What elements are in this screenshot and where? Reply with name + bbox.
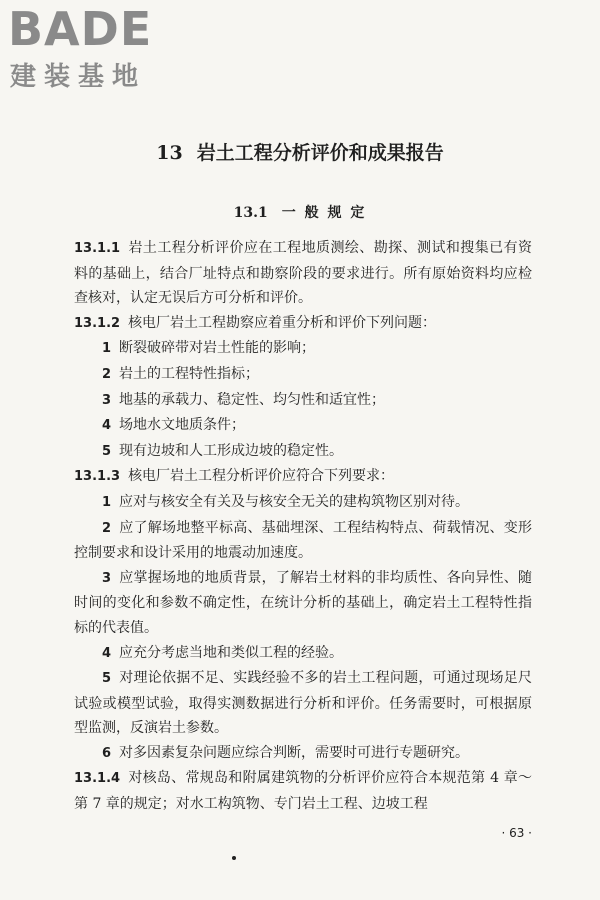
list-item [74,490,532,516]
list-item [74,439,532,465]
item-number: 1 [102,494,112,510]
item-text: 岩土的工程特性指标； [119,365,260,382]
clause-paragraph [74,236,532,311]
item-text: 对理论依据不足、实践经验不多的岩土工程问题，可通过现场足尺试验或模型试验，取得实测数据进行分析和评价。任务需要时，可根据原型监测，反演岩土参数。 [74,670,532,737]
list-item [74,641,532,667]
section-title-text: 一 般 规 定 [281,205,367,221]
clause-number: 13.1.4 [74,771,121,787]
item-number: 5 [102,443,112,459]
item-number: 1 [102,341,112,357]
item-number: 6 [102,745,112,761]
item-text: 场地水文地质条件； [119,417,246,434]
item-number: 4 [102,645,112,661]
item-text: 地基的承载力、稳定性、均匀性和适宜性； [119,391,386,408]
item-text: 应充分考虑当地和类似工程的经验。 [119,644,344,661]
clause-number: 13.1.3 [74,469,121,485]
clause-paragraph [74,311,532,337]
list-item [74,516,532,566]
clause-number: 13.1.2 [74,315,121,331]
list-item [74,566,532,641]
document-body [74,236,532,817]
item-text: 现有边坡和人工形成边坡的稳定性。 [119,442,344,459]
item-number: 4 [102,418,112,434]
clause-paragraph [74,766,532,816]
chapter-title-text: 岩土工程分析评价和成果报告 [196,142,444,164]
list-item [74,413,532,439]
chapter-number: 13 [156,142,183,164]
page-number: · 63 · [501,826,532,840]
item-text: 应掌握场地的地质背景，了解岩土材料的非均质性、各向异性、随时间的变化和参数不确定性，在统计分析的基础上，确定岩土工程特性指标的代表值。 [74,569,532,636]
logo-subtitle: 建装基地 [10,62,147,92]
item-text: 应对与核安全有关及与核安全无关的建构筑物区别对待。 [119,493,470,510]
item-text: 断裂破碎带对岩土性能的影响； [119,340,316,357]
clause-text: 对核岛、常规岛和附属建筑物的分析评价应符合本规范第 4 章～第 7 章的规定；对水工构筑物、专门岩土工程、边坡工程 [74,770,532,813]
item-number: 2 [102,520,112,536]
clause-text: 核电厂岩土工程勘察应着重分析和评价下列问题： [128,314,437,331]
section-number: 13.1 [233,205,268,221]
list-item [74,666,532,741]
item-number: 3 [102,392,112,408]
section-title [0,202,600,222]
chapter-title [0,138,600,165]
list-item [74,362,532,388]
bade-logo [8,2,153,93]
clause-text: 核电厂岩土工程分析评价应符合下列要求： [128,468,395,485]
clause-paragraph [74,464,532,490]
logo-brand: BADE [8,2,153,56]
item-text: 对多因素复杂问题应综合判断，需要时可进行专题研究。 [119,744,470,761]
item-number: 2 [102,366,112,382]
item-text: 应了解场地整平标高、基础埋深、工程结构特点、荷载情况、变形控制要求和设计采用的地震动加速度。 [74,519,532,562]
list-item [74,741,532,767]
item-number: 3 [102,570,112,586]
list-item [74,388,532,414]
list-item [74,336,532,362]
item-number: 5 [102,671,112,687]
clause-text: 岩土工程分析评价应在工程地质测绘、勘探、测试和搜集已有资料的基础上，结合厂址特点和勘察阶段的要求进行。所有原始资料均应检查核对，认定无误后方可分析和评价。 [74,240,532,307]
clause-number: 13.1.1 [74,241,121,256]
scan-dot [232,856,236,860]
